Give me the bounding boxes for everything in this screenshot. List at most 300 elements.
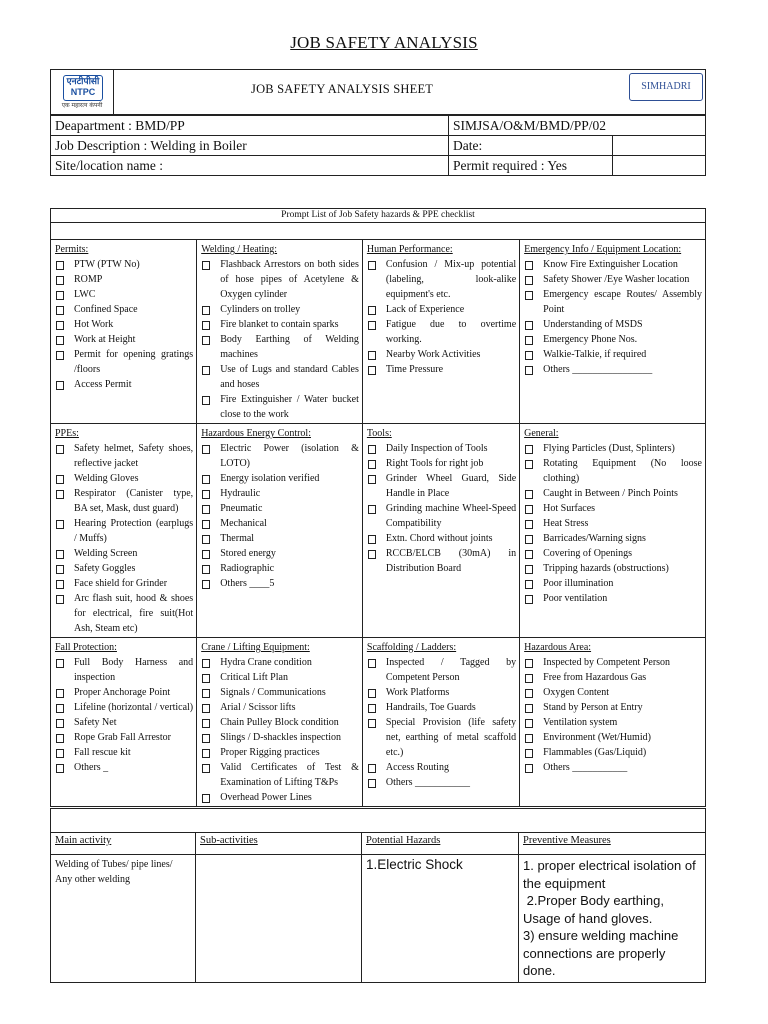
checkbox-icon[interactable] xyxy=(525,366,533,375)
checkbox-icon[interactable] xyxy=(525,490,533,499)
checklist-item[interactable] xyxy=(201,302,359,317)
checklist-item[interactable] xyxy=(55,441,193,471)
checkbox-icon[interactable] xyxy=(202,565,210,574)
checklist-item[interactable] xyxy=(524,655,702,670)
checkbox-icon[interactable] xyxy=(56,351,64,360)
checklist-item[interactable] xyxy=(524,715,702,730)
checkbox-icon[interactable] xyxy=(525,595,533,604)
checklist-item[interactable] xyxy=(55,302,193,317)
checklist-item-label: Welding Gloves xyxy=(74,473,139,484)
checkbox-icon[interactable] xyxy=(368,689,376,698)
checklist-item-label: Slings / D-shackles inspection xyxy=(220,732,342,743)
checkbox-icon[interactable] xyxy=(525,505,533,514)
checklist-item[interactable] xyxy=(55,272,193,287)
checkbox-icon[interactable] xyxy=(202,336,210,345)
ntpc-logo xyxy=(55,73,109,111)
department-field: Deapartment : BMD/PP xyxy=(51,116,449,136)
checkbox-icon[interactable] xyxy=(56,659,64,668)
checklist-item[interactable] xyxy=(55,377,193,392)
checklist-item[interactable] xyxy=(201,531,359,546)
checkbox-icon[interactable] xyxy=(202,550,210,559)
checklist-item[interactable] xyxy=(524,546,702,561)
checkbox-icon[interactable] xyxy=(525,321,533,330)
checklist-item[interactable] xyxy=(367,775,516,790)
checkbox-icon[interactable] xyxy=(368,460,376,469)
checkbox-icon[interactable] xyxy=(202,535,210,544)
checkbox-icon[interactable] xyxy=(56,306,64,315)
checkbox-icon[interactable] xyxy=(525,535,533,544)
date-field: Date: xyxy=(449,136,613,156)
section-heading: Human Performance: xyxy=(366,244,453,255)
checklist-item[interactable] xyxy=(55,730,193,745)
site-location-field: Site/location name : xyxy=(51,156,449,176)
checklist-item[interactable] xyxy=(55,317,193,332)
checkbox-icon[interactable] xyxy=(56,580,64,589)
checklist-item-label: Use of Lugs and standard Cables and hoses xyxy=(220,364,359,390)
checklist-item[interactable] xyxy=(367,362,516,377)
section-heading: Hazardous Energy Control: xyxy=(201,428,311,439)
checklist-item[interactable] xyxy=(367,257,516,302)
checklist-item[interactable] xyxy=(55,332,193,347)
checkbox-icon[interactable] xyxy=(56,276,64,285)
checklist-item-label: Confined Space xyxy=(74,304,138,315)
checklist-item[interactable] xyxy=(524,700,702,715)
checklist-item[interactable] xyxy=(524,441,702,456)
sheet-header xyxy=(50,69,706,115)
checklist-item-label: Welding Screen xyxy=(74,548,138,559)
checklist-item[interactable] xyxy=(201,257,359,302)
checklist-item-label: Covering of Openings xyxy=(543,548,633,559)
checklist-item-label: Confusion / Mix-up potential (labeling, look-alike equipment's etc. xyxy=(385,259,517,300)
checkbox-icon[interactable] xyxy=(525,261,533,270)
measure-item: 3) ensure welding machine connections are properly done. xyxy=(523,928,682,978)
checklist-item-label: Free from Hazardous Gas xyxy=(543,672,647,683)
checkbox-icon[interactable] xyxy=(525,659,533,668)
checklist-item-label: PTW (PTW No) xyxy=(74,259,140,270)
checklist-section xyxy=(362,240,519,424)
checkbox-icon[interactable] xyxy=(56,595,64,604)
sheet-title: JOB SAFETY ANALYSIS SHEET xyxy=(251,82,434,96)
checkbox-icon[interactable] xyxy=(368,659,376,668)
checklist-item-label: Full Body Harness and inspection xyxy=(74,657,194,683)
checklist-item[interactable] xyxy=(55,471,193,486)
document-title: JOB SAFETY ANALYSIS xyxy=(290,33,478,52)
checkbox-icon[interactable] xyxy=(368,764,376,773)
checkbox-icon[interactable] xyxy=(525,764,533,773)
checklist-item-label: RCCB/ELCB (30mA) in Distribution Board xyxy=(385,548,517,574)
checklist-item[interactable] xyxy=(201,471,359,486)
checkbox-icon[interactable] xyxy=(525,336,533,345)
ntpc-logo-mark: एनटीपीसी NTPC xyxy=(63,75,103,101)
checkbox-icon[interactable] xyxy=(525,460,533,469)
checkbox-icon[interactable] xyxy=(368,535,376,544)
checkbox-icon[interactable] xyxy=(202,580,210,589)
checklist-title: Prompt List of Job Safety hazards & PPE checklist xyxy=(51,209,706,223)
checkbox-icon[interactable] xyxy=(56,475,64,484)
checklist-item-label: Mechanical xyxy=(220,518,267,529)
job-info-table xyxy=(50,115,706,176)
checkbox-icon[interactable] xyxy=(56,704,64,713)
checkbox-icon[interactable] xyxy=(368,475,376,484)
checklist-item[interactable] xyxy=(55,561,193,576)
section-heading: PPEs: xyxy=(55,428,79,439)
checkbox-icon[interactable] xyxy=(56,291,64,300)
checkbox-icon[interactable] xyxy=(525,550,533,559)
checklist-item[interactable] xyxy=(367,760,516,775)
checkbox-icon[interactable] xyxy=(202,704,210,713)
checklist-item[interactable] xyxy=(367,685,516,700)
checklist-item[interactable] xyxy=(55,715,193,730)
checklist-item[interactable] xyxy=(524,332,702,347)
checkbox-icon[interactable] xyxy=(202,490,210,499)
checklist-item[interactable] xyxy=(524,257,702,272)
checkbox-icon[interactable] xyxy=(202,689,210,698)
checklist-item[interactable] xyxy=(55,546,193,561)
checkbox-icon[interactable] xyxy=(202,505,210,514)
hazard-checklist-table xyxy=(50,208,706,807)
checklist-item[interactable] xyxy=(201,441,359,471)
header-divider xyxy=(113,70,114,114)
checkbox-icon[interactable] xyxy=(202,445,210,454)
checklist-item[interactable] xyxy=(201,655,359,670)
checkbox-icon[interactable] xyxy=(525,351,533,360)
checklist-item[interactable] xyxy=(524,272,702,287)
checkbox-icon[interactable] xyxy=(525,520,533,529)
checkbox-icon[interactable] xyxy=(56,445,64,454)
checklist-item[interactable] xyxy=(201,332,359,362)
checkbox-icon[interactable] xyxy=(368,366,376,375)
permit-required-field: Permit required : Yes xyxy=(449,156,613,176)
checklist-item-label: Work at Height xyxy=(74,334,136,345)
checklist-item[interactable] xyxy=(201,501,359,516)
checklist-item-label: Face shield for Grinder xyxy=(74,578,168,589)
checklist-section xyxy=(197,424,363,638)
checklist-item-label: Flying Particles (Dust, Splinters) xyxy=(543,443,675,454)
checklist-item[interactable] xyxy=(524,561,702,576)
checklist-item[interactable] xyxy=(367,471,516,501)
checkbox-icon[interactable] xyxy=(56,381,64,390)
main-activity-cell: Welding of Tubes/ pipe lines/ Any other welding xyxy=(51,855,196,983)
section-heading: Crane / Lifting Equipment: xyxy=(201,642,310,653)
checklist-row xyxy=(51,424,706,638)
checklist-item[interactable] xyxy=(524,456,702,486)
checklist-item-label: Arial / Scissor lifts xyxy=(220,702,296,713)
checklist-item-label: Others _ xyxy=(74,762,109,773)
checklist-item-label: LWC xyxy=(74,289,96,300)
checklist-item[interactable] xyxy=(201,561,359,576)
checkbox-icon[interactable] xyxy=(202,366,210,375)
checklist-item-label: Emergency escape Routes/ Assembly Point xyxy=(543,289,702,315)
checklist-item[interactable] xyxy=(55,257,193,272)
checkbox-icon[interactable] xyxy=(525,734,533,743)
checkbox-icon[interactable] xyxy=(202,396,210,405)
checklist-item[interactable] xyxy=(524,591,702,606)
checklist-item-label: Hearing Protection (earplugs / Muffs) xyxy=(74,518,194,544)
checklist-item-label: Grinding machine Wheel-Speed Compatibility xyxy=(385,503,517,529)
checklist-item-label: Chain Pulley Block condition xyxy=(220,717,339,728)
checklist-item[interactable] xyxy=(367,546,516,576)
checklist-item-label: Permit for opening gratings /floors xyxy=(74,349,194,375)
checklist-item-label: Know Fire Extinguisher Location xyxy=(543,259,678,270)
checklist-item[interactable] xyxy=(201,486,359,501)
checkbox-icon[interactable] xyxy=(525,445,533,454)
checklist-item[interactable] xyxy=(55,760,193,775)
checkbox-icon[interactable] xyxy=(202,734,210,743)
checkbox-icon[interactable] xyxy=(202,261,210,270)
checklist-item[interactable] xyxy=(524,317,702,332)
checklist-item-label: Barricades/Warning signs xyxy=(543,533,646,544)
checklist-item[interactable] xyxy=(201,546,359,561)
checklist-section xyxy=(51,424,197,638)
checkbox-icon[interactable] xyxy=(56,565,64,574)
activity-analysis-table xyxy=(50,808,706,983)
checklist-item-label: Fatigue due to overtime working. xyxy=(385,319,517,345)
checkbox-icon[interactable] xyxy=(368,306,376,315)
checklist-item[interactable] xyxy=(55,347,193,377)
checkbox-icon[interactable] xyxy=(56,321,64,330)
checkbox-icon[interactable] xyxy=(56,490,64,499)
checklist-item-label: Access Permit xyxy=(74,379,132,390)
checklist-item-label: Proper Rigging practices xyxy=(220,747,320,758)
checklist-item-label: Extn. Chord without joints xyxy=(385,533,493,544)
section-heading: Scaffolding / Ladders: xyxy=(366,642,457,653)
checklist-item-label: Environment (Wet/Humid) xyxy=(543,732,651,743)
checkbox-icon[interactable] xyxy=(368,779,376,788)
checklist-item[interactable] xyxy=(201,730,359,745)
checklist-item-label: Proper Anchorage Point xyxy=(74,687,171,698)
checklist-item-label: Hydraulic xyxy=(220,488,261,499)
checkbox-icon[interactable] xyxy=(56,336,64,345)
checklist-item[interactable] xyxy=(201,760,359,790)
checklist-item-label: Radiographic xyxy=(220,563,275,574)
checklist-item-label: Others ___________ xyxy=(385,777,471,788)
checklist-item[interactable] xyxy=(367,317,516,347)
checklist-item[interactable] xyxy=(201,715,359,730)
checklist-item[interactable] xyxy=(201,685,359,700)
checklist-item[interactable] xyxy=(367,302,516,317)
section-heading: Emergency Info / Equipment Location: xyxy=(524,244,682,255)
checklist-item-label: Others ___________ xyxy=(543,762,628,773)
checklist-item-label: Cylinders on trolley xyxy=(220,304,301,315)
checkbox-icon[interactable] xyxy=(525,674,533,683)
checkbox-icon[interactable] xyxy=(525,565,533,574)
checklist-row xyxy=(51,240,706,424)
site-badge: SIMHADRI xyxy=(629,73,703,101)
checkbox-icon[interactable] xyxy=(368,261,376,270)
checklist-item[interactable] xyxy=(367,655,516,685)
checklist-item[interactable] xyxy=(201,516,359,531)
checklist-item-label: Rope Grab Fall Arrestor xyxy=(74,732,171,743)
checklist-item[interactable] xyxy=(201,392,359,422)
checklist-row xyxy=(51,638,706,807)
checklist-item[interactable] xyxy=(55,576,193,591)
checklist-item[interactable] xyxy=(524,685,702,700)
checkbox-icon[interactable] xyxy=(525,689,533,698)
checklist-item[interactable] xyxy=(524,362,702,377)
checkbox-icon[interactable] xyxy=(525,749,533,758)
checkbox-icon[interactable] xyxy=(202,674,210,683)
checkbox-icon[interactable] xyxy=(202,520,210,529)
checklist-item-label: Inspected / Tagged by Competent Person xyxy=(385,657,517,683)
measure-item: 1. proper electrical isolation of the equipment xyxy=(523,858,700,891)
checklist-item[interactable] xyxy=(367,700,516,715)
checklist-item-label: Rotating Equipment (No loose clothing) xyxy=(543,458,702,484)
analysis-spacer xyxy=(51,809,706,833)
checklist-item-label: Walkie-Talkie, if required xyxy=(543,349,647,360)
checklist-item-label: Poor ventilation xyxy=(543,593,608,604)
checklist-item-label: Overhead Power Lines xyxy=(220,792,312,803)
checklist-item[interactable] xyxy=(524,670,702,685)
checkbox-icon[interactable] xyxy=(56,520,64,529)
checklist-item-label: Access Routing xyxy=(385,762,449,773)
checklist-item[interactable] xyxy=(55,685,193,700)
checklist-item-label: Respirator (Canister type, BA set, Mask, dust guard) xyxy=(74,488,194,514)
checkbox-icon[interactable] xyxy=(202,749,210,758)
checkbox-icon[interactable] xyxy=(368,321,376,330)
checklist-item[interactable] xyxy=(201,670,359,685)
checklist-item-label: Flammables (Gas/Liquid) xyxy=(543,747,647,758)
checklist-item-label: Heat Stress xyxy=(543,518,589,529)
preventive-measures-cell xyxy=(519,855,706,983)
checklist-section xyxy=(520,240,706,424)
checkbox-icon[interactable] xyxy=(56,719,64,728)
checklist-item[interactable] xyxy=(55,486,193,516)
checkbox-icon[interactable] xyxy=(202,764,210,773)
checkbox-icon[interactable] xyxy=(56,689,64,698)
checkbox-icon[interactable] xyxy=(525,291,533,300)
checklist-item-label: Fall rescue kit xyxy=(74,747,131,758)
checkbox-icon[interactable] xyxy=(525,276,533,285)
checkbox-icon[interactable] xyxy=(368,719,376,728)
checklist-item[interactable] xyxy=(55,745,193,760)
permit-extra xyxy=(613,156,706,176)
checklist-item[interactable] xyxy=(55,516,193,546)
checkbox-icon[interactable] xyxy=(202,475,210,484)
checklist-item[interactable] xyxy=(201,700,359,715)
checklist-item[interactable] xyxy=(55,700,193,715)
checklist-item-label: Lifeline (horizontal / vertical) xyxy=(74,702,194,713)
checklist-item-label: Arc flash suit, hood & shoes for electrical, fire suit(Hot Ash, Steam etc) xyxy=(74,593,194,634)
checklist-item-label: Right Tools for right job xyxy=(385,458,484,469)
checklist-item-label: Energy isolation verified xyxy=(220,473,320,484)
checklist-section xyxy=(197,240,363,424)
potential-hazards-cell: 1.Electric Shock xyxy=(362,855,519,983)
checklist-item[interactable] xyxy=(367,715,516,760)
checklist-section xyxy=(520,424,706,638)
checklist-item[interactable] xyxy=(524,501,702,516)
checklist-item-label: Hydra Crane condition xyxy=(220,657,312,668)
sub-activities-cell[interactable] xyxy=(196,855,362,983)
checkbox-icon[interactable] xyxy=(525,580,533,589)
checkbox-icon[interactable] xyxy=(56,734,64,743)
checklist-item-label: Valid Certificates of Test & Examination of Lifting T&Ps xyxy=(220,762,359,788)
checklist-item[interactable] xyxy=(55,287,193,302)
section-heading: General: xyxy=(524,428,559,439)
header-potential-hazards: Potential Hazards xyxy=(362,833,519,855)
checkbox-icon[interactable] xyxy=(56,550,64,559)
document-number: SIMJSA/O&M/BMD/PP/02 xyxy=(449,116,706,136)
ntpc-logo-tagline: एक महारत्न कंपनी xyxy=(61,102,103,109)
checklist-item-label: Safety Shower /Eye Washer location xyxy=(543,274,690,285)
checklist-item[interactable] xyxy=(367,347,516,362)
job-description-field: Job Description : Welding in Boiler xyxy=(51,136,449,156)
checklist-item[interactable] xyxy=(367,501,516,531)
checklist-item-label: Poor illumination xyxy=(543,578,614,589)
section-heading: Hazardous Area: xyxy=(524,642,592,653)
checklist-item[interactable] xyxy=(524,486,702,501)
checklist-section xyxy=(51,240,197,424)
checkbox-icon[interactable] xyxy=(202,719,210,728)
checklist-item[interactable] xyxy=(201,790,359,805)
checklist-item-label: Inspected by Competent Person xyxy=(543,657,671,668)
checklist-item[interactable] xyxy=(524,576,702,591)
section-heading: Fall Protection: xyxy=(55,642,117,653)
checkbox-icon[interactable] xyxy=(56,764,64,773)
checkbox-icon[interactable] xyxy=(202,306,210,315)
checkbox-icon[interactable] xyxy=(368,704,376,713)
checklist-item-label: Grinder Wheel Guard, Side Handle in Place xyxy=(385,473,517,499)
checkbox-icon[interactable] xyxy=(525,704,533,713)
checkbox-icon[interactable] xyxy=(56,261,64,270)
checklist-item[interactable] xyxy=(201,362,359,392)
checklist-item-label: Work Platforms xyxy=(385,687,450,698)
checklist-item-label: Signals / Communications xyxy=(220,687,326,698)
checklist-item[interactable] xyxy=(201,317,359,332)
checkbox-icon[interactable] xyxy=(368,351,376,360)
checklist-item[interactable] xyxy=(524,730,702,745)
checklist-item-label: Time Pressure xyxy=(385,364,444,375)
checklist-item[interactable] xyxy=(524,531,702,546)
checklist-item[interactable] xyxy=(367,441,516,456)
checklist-item-label: Fire blanket to contain sparks xyxy=(220,319,339,330)
checkbox-icon[interactable] xyxy=(56,749,64,758)
checklist-item[interactable] xyxy=(55,591,193,636)
checklist-item[interactable] xyxy=(524,760,702,775)
checkbox-icon[interactable] xyxy=(202,659,210,668)
header-preventive-measures: Preventive Measures xyxy=(519,833,706,855)
checklist-item-label: Oxygen Content xyxy=(543,687,609,698)
checklist-item[interactable] xyxy=(201,745,359,760)
checklist-item-label: Flashback Arrestors on both sides of hose pipes of Acetylene & Oxygen cylinder xyxy=(220,259,359,300)
checklist-item[interactable] xyxy=(524,287,702,317)
checklist-item[interactable] xyxy=(524,516,702,531)
checklist-item[interactable] xyxy=(524,745,702,760)
checklist-item-label: Others ____5 xyxy=(220,578,275,589)
checklist-item-label: Daily Inspection of Tools xyxy=(385,443,488,454)
checklist-item-label: Safety helmet, Safety shoes, reflective jacket xyxy=(74,443,194,469)
section-heading: Tools: xyxy=(366,428,392,439)
checklist-item[interactable] xyxy=(367,531,516,546)
checklist-item[interactable] xyxy=(201,576,359,591)
checkbox-icon[interactable] xyxy=(368,550,376,559)
checkbox-icon[interactable] xyxy=(202,321,210,330)
checkbox-icon[interactable] xyxy=(202,794,210,803)
checklist-item[interactable] xyxy=(367,456,516,471)
checklist-item[interactable] xyxy=(524,347,702,362)
date-value[interactable] xyxy=(613,136,706,156)
checkbox-icon[interactable] xyxy=(368,505,376,514)
checklist-item-label: Hot Surfaces xyxy=(543,503,596,514)
checklist-item-label: Special Provision (life safety net, earthing of metal scaffold etc.) xyxy=(385,717,517,758)
checkbox-icon[interactable] xyxy=(525,719,533,728)
checklist-item-label: Understanding of MSDS xyxy=(543,319,643,330)
checklist-item-label: Hot Work xyxy=(74,319,114,330)
header-main-activity: Main activity xyxy=(51,833,196,855)
checklist-item-label: Stand by Person at Entry xyxy=(543,702,643,713)
checklist-item[interactable] xyxy=(55,655,193,685)
section-heading: Permits: xyxy=(55,244,89,255)
checkbox-icon[interactable] xyxy=(368,445,376,454)
